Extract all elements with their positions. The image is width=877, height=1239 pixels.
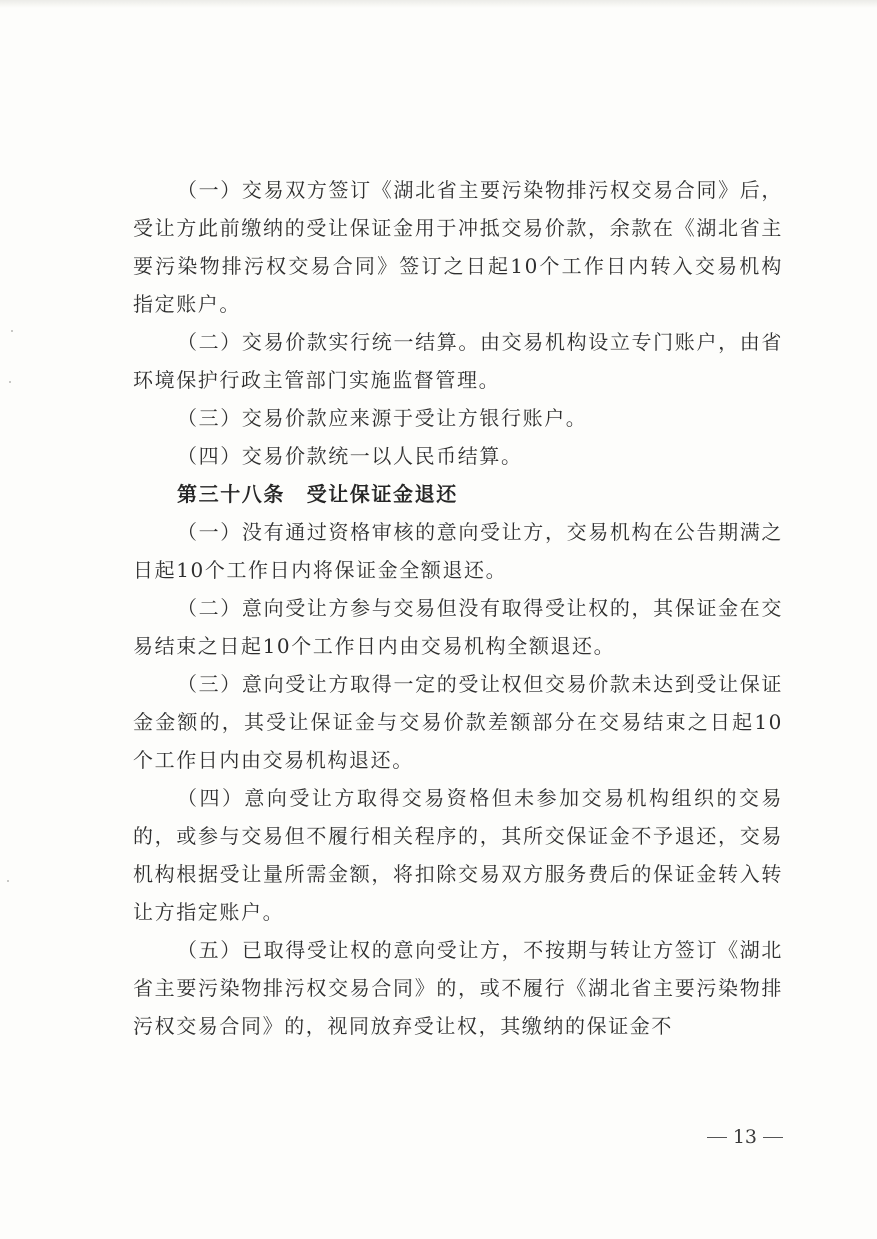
scan-speck — [7, 880, 9, 882]
paragraph-1: （一）交易双方签订《湖北省主要污染物排污权交易合同》后，受让方此前缴纳的受让保证金用于冲抵交易价款，余款在《湖北省主要污染物排污权交易合同》签订之日起10个工作日内转入交易机构指定账户。 — [133, 178, 783, 316]
page-number-dash-right — [763, 1137, 783, 1138]
scan-speck — [11, 330, 13, 332]
paragraph-3: （三）交易价款应来源于受让方银行账户。 — [177, 406, 588, 430]
page-number — [693, 1122, 783, 1152]
paragraph-7: （二）意向受让方参与交易但没有取得受让权的，其保证金在交易结束之日起10个工作日内由交易机构全额退还。 — [133, 596, 783, 658]
page-number-value: 13 — [732, 1126, 757, 1148]
paragraph-6: （一）没有通过资格审核的意向受让方，交易机构在公告期满之日起10个工作日内将保证金全额退还。 — [133, 520, 783, 582]
paragraph-9: （四）意向受让方取得交易资格但未参加交易机构组织的交易的，或参与交易但不履行相关程序的，其所交保证金不予退还，交易机构根据受让量所需金额，将扣除交易双方服务费后的保证金转入转让方指定账户。 — [133, 786, 783, 924]
paragraph-4: （四）交易价款统一以人民币结算。 — [177, 444, 523, 468]
article-38-heading: 第三十八条 受让保证金退还 — [177, 482, 458, 506]
paragraph-10: （五）已取得受让权的意向受让方，不按期与转让方签订《湖北省主要污染物排污权交易合同》的，或不履行《湖北省主要污染物排污权交易合同》的，视同放弃受让权，其缴纳的保证金不 — [133, 938, 783, 1038]
paragraph-8: （三）意向受让方取得一定的受让权但交易价款未达到受让保证金金额的，其受让保证金与交易价款差额部分在交易结束之日起10个工作日内由交易机构退还。 — [133, 672, 783, 772]
scan-speck — [9, 381, 11, 383]
scan-top-edge — [0, 0, 877, 8]
page-number-dash-left — [707, 1137, 727, 1138]
paragraph-2: （二）交易价款实行统一结算。由交易机构设立专门账户，由省环境保护行政主管部门实施监督管理。 — [133, 330, 783, 392]
document-body — [133, 171, 783, 1045]
